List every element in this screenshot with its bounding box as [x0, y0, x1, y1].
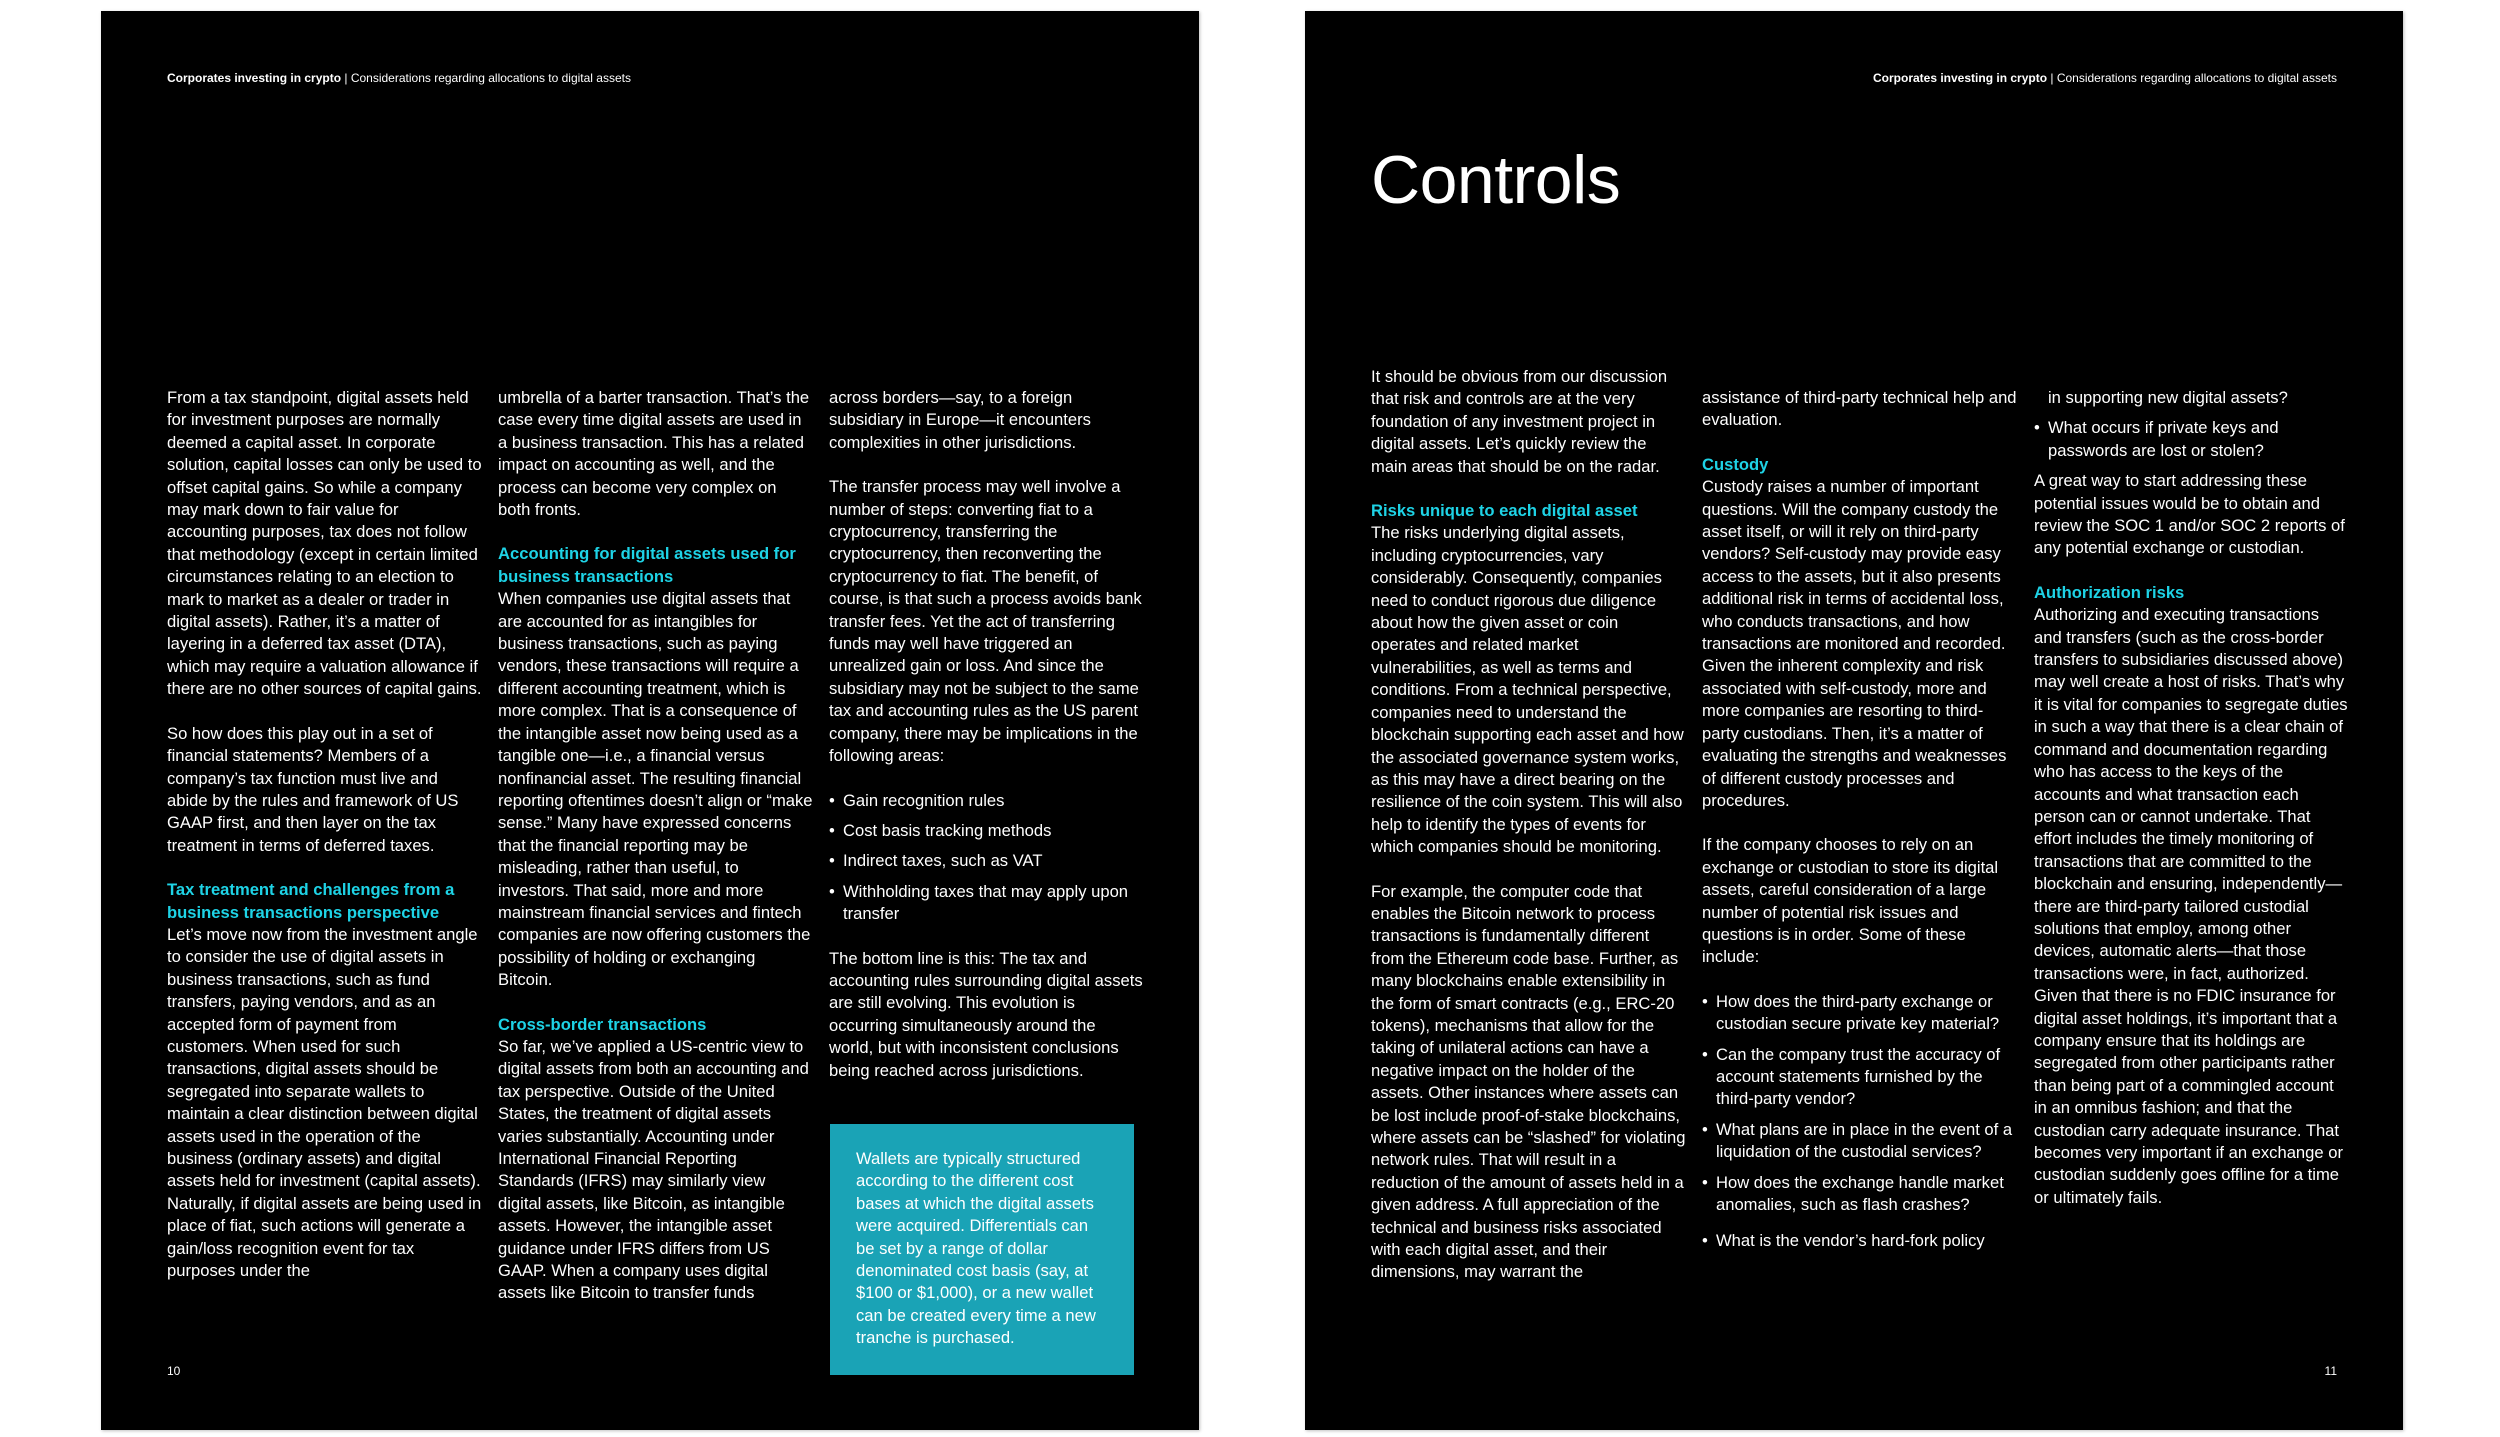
paragraph: umbrella of a barter transaction. That’s the case every time digital assets are used in a business transaction. This has a related impact on accounting as well, and the process can become very complex on both fronts.: [498, 388, 810, 520]
page-title: Controls: [1371, 142, 1621, 218]
section-heading: Authorization risks: [2034, 582, 2185, 602]
list-item-continuation: in supporting new digital assets?: [2048, 388, 2288, 407]
list-item: • How does the third-party exchange or custodian secure private key material?: [1702, 991, 2017, 1036]
paragraph: It should be obvious from our discussion that risk and controls are at the very foundation of any investment project in digital assets. Let’s quickly review the main areas that should be on the radar.: [1371, 367, 1668, 476]
paragraph: across borders—say, to a foreign subsidiary in Europe—it encounters complexities in other jurisdictions.: [829, 388, 1091, 452]
section-heading: Cross-border transactions: [498, 1014, 707, 1034]
page-number: 10: [167, 1364, 181, 1378]
header-subtitle: Considerations regarding allocations to digital assets: [350, 71, 631, 85]
right-page: [1305, 11, 2403, 1430]
paragraph: If the company chooses to rely on an exchange or custodian to store its digital assets, careful consideration of a large number of potential risk issues and questions is in order. Some of these include:: [1702, 835, 1999, 967]
callout-text: Wallets are typically structured according to the different cost bases at which the digital assets were acquired. Differentials can be set by a range of dollar denominated cost basis (say, at $100 or $1,000), or a new wallet can be created every time a new tranche is purchased.: [856, 1149, 1096, 1348]
paragraph: assistance of third-party technical help and evaluation.: [1702, 388, 2017, 430]
header-separator: |: [341, 71, 351, 85]
paragraph: The transfer process may well involve a number of steps: converting fiat to a cryptocurrency, transferring the cryptocurrency, then reconverting the cryptocurrency to fiat. The benefit, of course, is that such a process avoids bank transfer fees. Yet the act of transferring funds may well have triggered an unrealized gain or loss. And since the subsidiary may not be subject to the same tax and accounting rules as the US parent company, there may be implications in the following areas:: [829, 477, 1142, 766]
list-item: • What is the vendor’s hard-fork policy: [1702, 1230, 2017, 1252]
header-subtitle: Considerations regarding allocations to digital assets: [2056, 71, 2337, 85]
left-column-3: [829, 387, 1144, 1104]
section-heading: Custody: [1702, 454, 1769, 474]
header-bold: Corporates investing in crypto: [167, 71, 342, 85]
paragraph: The bottom line is this: The tax and accounting rules surrounding digital assets are still evolving. This evolution is occurring simultaneously around the world, but with inconsistent conclusions being reached across jurisdictions.: [829, 948, 1143, 1080]
list-item: • Cost basis tracking methods: [829, 820, 1144, 842]
paragraph: The risks underlying digital assets, including cryptocurrencies, vary considerably. Consequently, companies need to conduct rigorous due diligence about how the given asset or coin operates and related market vulnerabilities, as well as terms and conditions. From a technical perspective, companies need to understand the blockchain supporting each asset and how the associated governance system works, as this may have a direct bearing on the resilience of the coin system. This will also help to identify the types of events for which companies should be monitoring.: [1371, 523, 1684, 857]
right-column-1: [1371, 366, 1686, 1284]
right-column-3: [2034, 387, 2349, 1209]
paragraph: For example, the computer code that enables the Bitcoin network to process transactions is fundamentally different from the Ethereum code base. Further, as many blockchains enable extensibility in the form of smart contracts (e.g., ERC-20 tokens), mechanisms that allow for the taking of unilateral actions can have a negative impact on the holder of the assets. Other instances where assets can be lost include proof-of-stake blockchains, where assets can be “slashed” for violating network rules. That will result in a reduction of the amount of assets held in a given address. A full appreciation of the technical and business risks associated with each digital asset, and their dimensions, may warrant the: [1371, 881, 1686, 1282]
list-item: • Indirect taxes, such as VAT: [829, 850, 1144, 872]
list-item: • What plans are in place in the event of a liquidation of the custodial services?: [1702, 1119, 2017, 1164]
paragraph: From a tax standpoint, digital assets held for investment purposes are normally deemed a capital asset. In corporate solution, capital losses can only be used to offset capital gains. So while a company may mark down to fair value for accounting purposes, tax does not follow that methodology (except in certain limited circumstances relating to an election to mark to market as a dealer or trader in digital assets). Rather, it’s a matter of layering in a deferred tax asset (DTA), which may require a valuation allowance if there are no other sources of capital gains.: [167, 388, 482, 699]
bullet-list: [2034, 417, 2349, 462]
section-heading: Tax treatment and challenges from a business transactions perspective: [167, 880, 455, 922]
bullet-list: [1702, 991, 2017, 1253]
left-column-2: [498, 387, 813, 1305]
list-item: • What occurs if private keys and passwords are lost or stolen?: [2034, 417, 2349, 462]
header-bold: Corporates investing in crypto: [1873, 71, 2048, 85]
left-page: [101, 11, 1199, 1430]
paragraph: A great way to start addressing these potential issues would be to obtain and review the SOC 1 and/or SOC 2 reports of any potential exchange or custodian.: [2034, 471, 2345, 558]
bullet-list: [829, 790, 1144, 926]
paragraph: So far, we’ve applied a US-centric view to digital assets from both an accounting and tax perspective. Outside of the United States, the treatment of digital assets varies substantially. Accounting under International Financial Reporting Standards (IFRS) may similarly view digital assets, like Bitcoin, as intangible assets. However, the intangible asset guidance under IFRS differs from US GAAP. When a company uses digital assets like Bitcoin to transfer funds: [498, 1036, 809, 1303]
callout-box: [830, 1124, 1134, 1375]
list-item: • How does the exchange handle market anomalies, such as flash crashes?: [1702, 1172, 2017, 1217]
header-separator: |: [2047, 71, 2057, 85]
paragraph: So how does this play out in a set of financial statements? Members of a company’s tax function must live and abide by the rules and framework of US GAAP first, and then layer on the tax treatment in terms of deferred taxes.: [167, 723, 459, 855]
list-item: • Can the company trust the accuracy of account statements furnished by the third-party vendor?: [1702, 1044, 2017, 1111]
paragraph: Custody raises a number of important questions. Will the company custody the asset itself, or will it rely on third-party vendors? Self-custody may provide easy access to the assets, but it also presents additional risk in terms of accidental loss, who conducts transactions, and how transactions are monitored and recorded. Given the inherent complexity and risk associated with self-custody, more and more companies are resorting to third-party custodians. Then, it’s a matter of evaluating the strengths and weaknesses of different custody processes and procedures.: [1702, 477, 2007, 810]
left-column-1: [167, 387, 482, 1282]
page-number: 11: [2324, 1364, 2337, 1378]
paragraph: When companies use digital assets that are accounted for as intangibles for business transactions, such as paying vendors, these transactions will require a different accounting treatment, which is more complex. That is a consequence of the intangible asset now being used as a tangible one—i.e., a financial versus nonfinancial asset. The resulting financial reporting oftentimes doesn’t align or “make sense.” Many have expressed concerns that the financial reporting may be misleading, rather than useful, to investors. That said, more and more mainstream financial services and fintech companies are now offering customers the possibility of holding or exchanging Bitcoin.: [498, 589, 813, 990]
list-item: • Gain recognition rules: [829, 790, 1144, 812]
list-item: • Withholding taxes that may apply upon transfer: [829, 881, 1144, 926]
running-header: [167, 71, 631, 85]
right-column-2: [1702, 387, 2017, 1275]
section-heading: Risks unique to each digital asset: [1371, 501, 1638, 521]
paragraph: Let’s move now from the investment angle to consider the use of digital assets in business transactions, such as fund transfers, paying vendors, and as an accepted form of payment from customers. When used for such transactions, digital assets should be segregated into separate wallets to maintain a clear distinction between digital assets used in the operation of the business (ordinary assets) and digital assets held for investment (capital assets). Naturally, if digital assets are being used in place of fiat, such actions will generate a gain/loss recognition event for tax purposes under the: [167, 924, 482, 1281]
running-header: [1873, 71, 2337, 85]
paragraph: Authorizing and executing transactions and transfers (such as the cross-border transfers to subsidiaries discussed above) may well create a host of risks. That’s why it is vital for companies to segregate duties in such a way that there is a clear chain of command and documentation regarding who has access to the keys of the accounts and what transaction each person can or cannot undertake. That effort includes the timely monitoring of transactions that are committed to the blockchain and ensuring, independently—there are third-party tailored custodial solutions that employ, among other devices, automatic alerts—that those transactions were, in fact, authorized. Given that there is no FDIC insurance for digital asset holdings, it’s important that a company ensure that its holdings are segregated from other participants rather than being part of a commingled account in an omnibus fashion; and that the custodian carry adequate insurance. That becomes very important if an exchange or custodian suddenly goes offline for a time or ultimately fails.: [2034, 605, 2348, 1207]
section-heading: Accounting for digital assets used for business transactions: [498, 544, 796, 586]
